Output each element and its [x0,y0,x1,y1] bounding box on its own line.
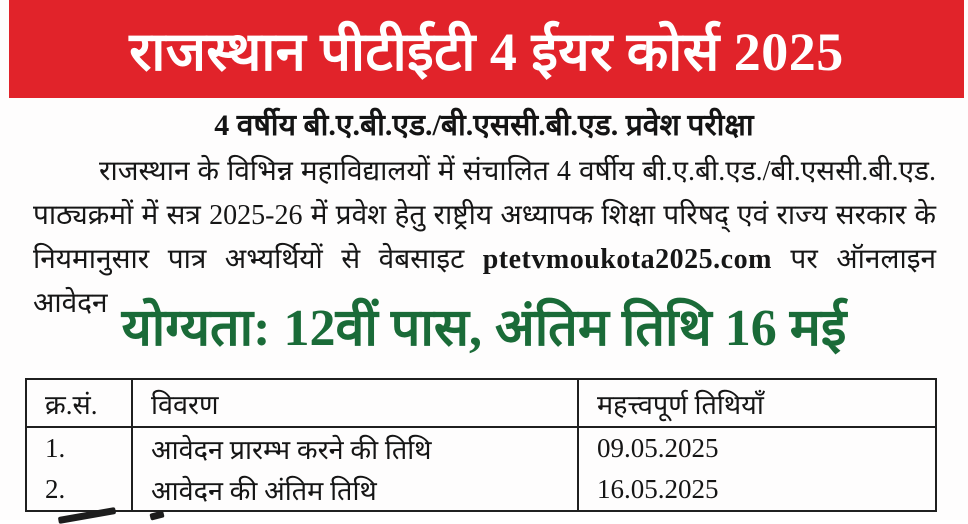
row2-detail: आवेदन की अंतिम तिथि [132,469,578,511]
paragraph-text-before: राजस्थान के विभिन्न महाविद्यालयों में संचालित 4 वर्षीय बी.ए.बी.एड./बी.एससी.बी.एड. पाठ्यक्रमों में सत्र 2025-26 में प्रवेश हेतु राष्ट्रीय अध्यापक शिक्षा परिषद् एवं राज्य सरकार के नियमानुसार पात्र अभ्यर्थियों से वेबसाइट [33,156,936,275]
table-row [26,469,936,511]
row2-date: 16.05.2025 [578,469,936,511]
row2-serial: 2. [45,474,66,504]
row1-date: 09.05.2025 [578,427,936,469]
important-dates-table [25,378,937,512]
title-banner [9,0,964,98]
table-header-row [26,379,936,427]
poster-title: राजस्थान पीटीईटी 4 ईयर कोर्स 2025 [129,22,844,82]
website-url: ptetvmoukota2025.com [482,244,772,275]
row1-serial: 1. [45,433,66,463]
header-description: विवरण [132,379,578,427]
eligibility-headline: योग्यता: 12वीं पास, अंतिम तिथि 16 मई [121,300,847,357]
exam-subtitle: 4 वर्षीय बी.ए.बी.एड./बी.एससी.बी.एड. प्रवेश परीक्षा [214,109,754,142]
row1-detail: आवेदन प्रारम्भ करने की तिथि [132,427,578,469]
table-row [26,427,936,469]
header-serial-no: क्र.सं. [26,379,132,427]
header-important-dates: महत्त्वपूर्ण तिथियाँ [578,379,936,427]
paragraph-text-after: पर ऑनलाइन आवेदन [33,244,936,319]
